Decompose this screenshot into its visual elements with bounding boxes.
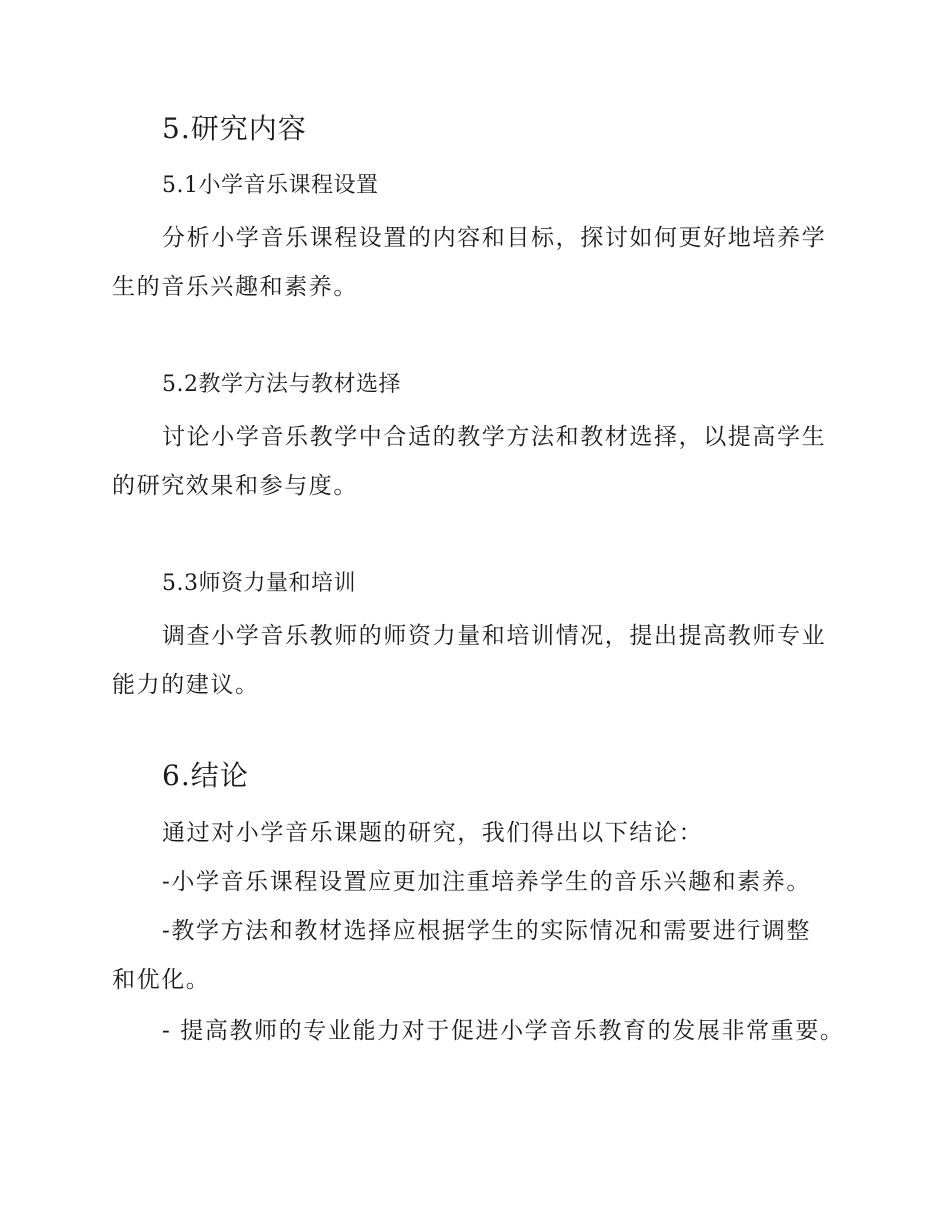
conclusion-point-continued: 和优化。: [112, 967, 211, 993]
conclusion-point: -小学音乐课程设置应更加注重培养学生的音乐兴趣和素养。: [162, 869, 811, 895]
conclusion-point: - 提高教师的专业能力对于促进小学音乐教育的发展非常重要。: [162, 1018, 845, 1044]
paragraph-line: 分析小学音乐课程设置的内容和目标，探讨如何更好地培养学: [162, 225, 827, 251]
conclusion-intro: 通过对小学音乐课题的研究，我们得出以下结论：: [162, 820, 704, 846]
paragraph-line: 的研究效果和参与度。: [112, 473, 358, 499]
subsection-title-curriculum: 5.1小学音乐课程设置: [162, 173, 379, 198]
conclusion-point: -教学方法和教材选择应根据学生的实际情况和需要进行调整: [162, 918, 811, 944]
paragraph-line: 调查小学音乐教师的师资力量和培训情况，提出提高教师专业: [162, 623, 827, 649]
section-heading-research-content: 5.研究内容: [162, 112, 307, 145]
subsection-title-methods: 5.2教学方法与教材选择: [162, 372, 401, 397]
paragraph-line: 能力的建议。: [112, 672, 260, 698]
paragraph-line: 生的音乐兴趣和素养。: [112, 274, 358, 300]
subsection-title-teachers: 5.3师资力量和培训: [162, 571, 356, 596]
section-heading-conclusion: 6.结论: [162, 759, 249, 792]
paragraph-line: 讨论小学音乐教学中合适的教学方法和教材选择，以提高学生: [162, 424, 827, 450]
